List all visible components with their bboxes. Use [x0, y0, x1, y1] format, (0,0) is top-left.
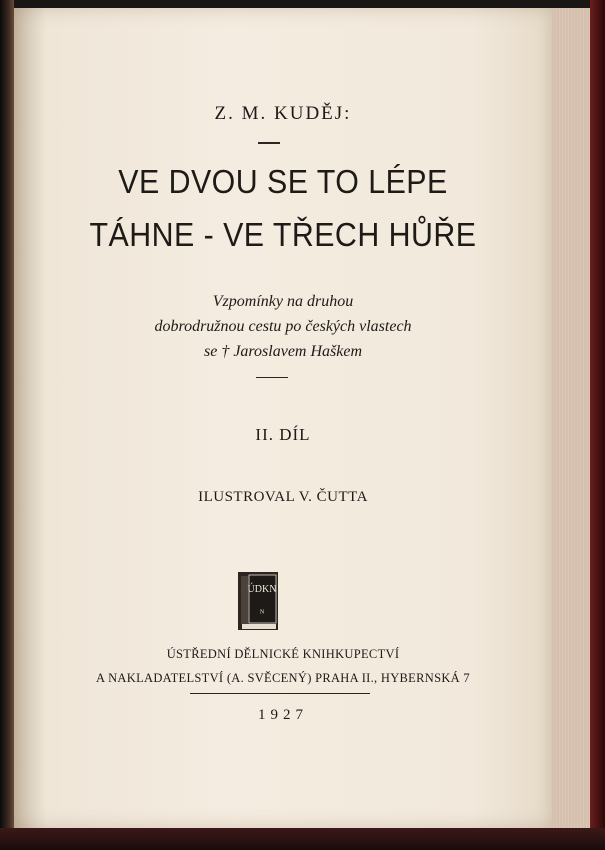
author-separator — [258, 142, 280, 144]
illustrator-credit: ILUSTROVAL V. ČUTTA — [198, 489, 368, 505]
svg-text:ᴺ: ᴺ — [259, 608, 265, 619]
publisher-line-1: ÚSTŘEDNÍ DĚLNICKÉ KNIHKUPECTVÍ — [166, 647, 400, 661]
publisher-line-2: A NAKLADATELSTVÍ (A. SVĚCENÝ) PRAHA II., HYBERNSKÁ 7 — [96, 671, 470, 685]
bottom-board-edge — [0, 828, 605, 850]
title-line-1: VE DVOU SE TO LÉPE — [118, 163, 448, 200]
top-board-edge — [0, 0, 605, 8]
publisher-separator — [190, 693, 370, 694]
page-edges — [552, 8, 590, 830]
title-page — [14, 8, 552, 828]
cover-edge-right — [590, 0, 605, 850]
title-line-2: TÁHNE - VE TŘECH HŮŘE — [89, 216, 477, 253]
subtitle-separator — [256, 377, 288, 378]
volume-label: II. DÍL — [255, 425, 311, 444]
subtitle-line-1: Vzpomínky na druhou — [212, 293, 354, 310]
publication-year: 1927 — [258, 707, 308, 723]
subtitle-line-3: se † Jaroslavem Haškem — [203, 343, 363, 360]
logo-letters-top: ÚDKN — [247, 584, 277, 595]
publisher-logo — [236, 570, 280, 632]
book-spine-shadow — [0, 0, 14, 850]
subtitle-line-2: dobrodružnou cestu po českých vlastech — [154, 318, 412, 335]
author-name: Z. M. KUDĚJ: — [214, 103, 352, 124]
